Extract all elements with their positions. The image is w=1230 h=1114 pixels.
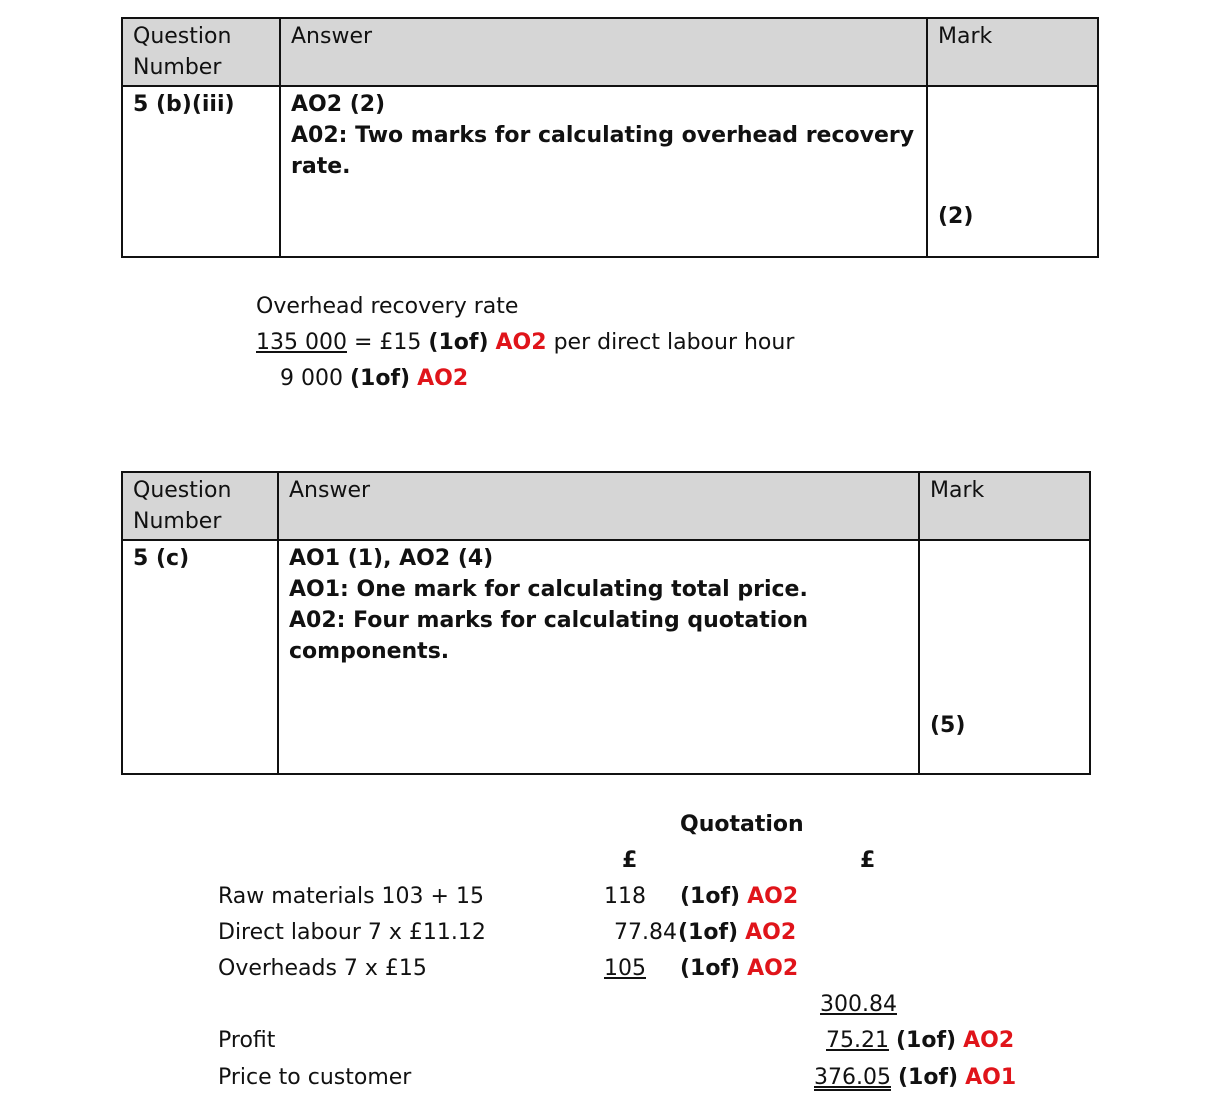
recovery-suffix: per direct labour hour	[553, 330, 795, 355]
quotation-row-label: Overheads 7 x £15	[218, 956, 427, 981]
quotation-row-value: 105	[604, 956, 646, 981]
answer-cell	[278, 540, 919, 774]
question-number: 5 (b)(iii)	[122, 86, 280, 257]
header-question-number: Question Number	[122, 472, 278, 540]
recovery-title: Overhead recovery rate	[256, 294, 519, 319]
header-answer: Answer	[278, 472, 919, 540]
mark-scheme-table-5biii	[121, 17, 1099, 258]
recovery-calculation	[256, 329, 794, 357]
quotation-row-value: 118	[604, 884, 646, 909]
question-number: 5 (c)	[122, 540, 278, 774]
recovery-tag: (1of)	[428, 330, 489, 355]
currency-heading-col2: £	[860, 848, 876, 873]
header-answer: Answer	[280, 18, 927, 86]
price-label: Price to customer	[218, 1065, 412, 1090]
recovery-denominator-line	[280, 365, 468, 393]
quotation-row-mark	[678, 919, 796, 947]
answer-line: AO1 (1), AO2 (4)	[289, 546, 494, 571]
mark-scheme-table-5c	[121, 471, 1091, 775]
profit-value: 75.21	[826, 1028, 889, 1053]
assessment-objective: AO2	[747, 884, 799, 909]
answer-cell	[280, 86, 927, 257]
mark-tag: (1of)	[680, 884, 741, 909]
recovery-ao: AO2	[495, 330, 547, 355]
recovery-equals: = £15	[353, 330, 422, 355]
quotation-row-value: 77.84	[614, 920, 677, 945]
header-mark: Mark	[919, 472, 1090, 540]
mark-cell	[927, 86, 1098, 257]
mark-cell	[919, 540, 1090, 774]
recovery-numerator: 135 000	[256, 330, 347, 355]
recovery-denominator: 9 000	[280, 366, 343, 391]
table-header-row	[122, 18, 1098, 86]
header-question-number: Question Number	[122, 18, 280, 86]
profit-label: Profit	[218, 1028, 276, 1053]
quotation-row-label: Direct labour 7 x £11.12	[218, 920, 486, 945]
quotation-subtotal: 300.84	[820, 992, 897, 1017]
header-mark: Mark	[927, 18, 1098, 86]
table-row	[122, 540, 1090, 774]
table-header-row	[122, 472, 1090, 540]
mark-value: (2)	[938, 204, 974, 229]
mark-tag: (1of)	[678, 920, 739, 945]
mark-tag: (1of)	[895, 1028, 957, 1053]
mark-tag: (1of)	[897, 1065, 959, 1090]
mark-tag: (1of)	[680, 956, 741, 981]
mark-value: (5)	[930, 713, 966, 738]
answer-line: AO1: One mark for calculating total price.	[289, 577, 808, 602]
recovery-tag: (1of)	[349, 366, 411, 391]
price-value: 376.05	[814, 1065, 891, 1090]
quotation-row-mark	[680, 883, 798, 911]
currency-heading-col1: £	[622, 848, 638, 873]
assessment-objective: AO2	[747, 956, 799, 981]
assessment-objective: AO1	[965, 1065, 1017, 1090]
price-line	[814, 1064, 1016, 1092]
assessment-objective: AO2	[963, 1028, 1015, 1053]
quotation-row-label: Raw materials 103 + 15	[218, 884, 484, 909]
profit-line	[826, 1027, 1014, 1055]
answer-line: A02: Four marks for calculating quotation components.	[289, 608, 809, 664]
quotation-row-mark	[680, 955, 798, 983]
assessment-objective: AO2	[745, 920, 797, 945]
answer-line: AO2 (2)	[291, 92, 386, 117]
recovery-ao: AO2	[417, 366, 469, 391]
quotation-title: Quotation	[680, 812, 804, 837]
answer-line: A02: Two marks for calculating overhead recovery rate.	[291, 123, 915, 179]
table-row	[122, 86, 1098, 257]
